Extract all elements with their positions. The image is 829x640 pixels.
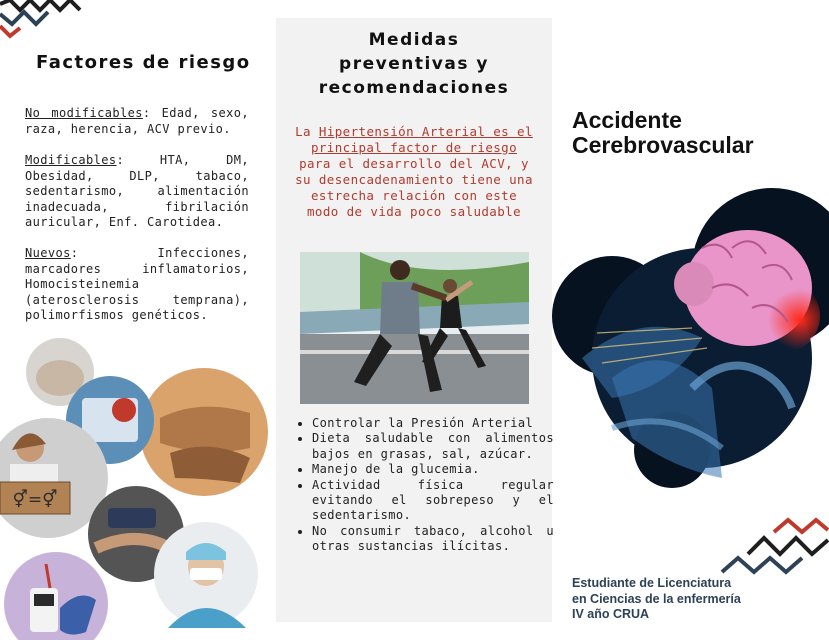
middle-panel — [276, 18, 552, 622]
highlight-suffix: para el desarrollo del ACV, y su desencadenamiento tiene una estrecha relación con este modo de vida poco saludable — [295, 156, 533, 219]
zigzag-decoration-top-left — [0, 0, 90, 42]
zigzag-decoration-bottom-right — [720, 514, 829, 578]
title-line: recomendaciones — [318, 78, 510, 98]
brain-illustration — [552, 188, 829, 488]
title-line: Cerebrovascular — [572, 132, 754, 158]
title-line: Accidente — [572, 107, 682, 133]
credit-line: en Ciencias de la enfermería — [572, 591, 741, 606]
list-item: • Dieta saludable con alimentos bajos en grasas, sal, azúcar. — [312, 431, 554, 462]
list-item: • Actividad física regular evitando el sobrepeso y el sedentarismo. — [312, 478, 554, 524]
prevention-title — [276, 28, 552, 100]
section-label: Modificables — [25, 153, 117, 167]
credit-line: IV año CRUA — [572, 607, 650, 621]
section-label: No modificables — [25, 106, 143, 120]
stroke-title — [572, 108, 754, 158]
list-item: • Manejo de la glucemia. — [312, 462, 554, 477]
modifiable-factors — [25, 153, 249, 231]
section-text: : HTA, DM, Obesidad, DLP, tabaco, sedentarismo, alimentación inadecuada, fibrilación auricular, Enf. Carotidea. — [25, 153, 249, 230]
exercise-photo — [300, 252, 529, 404]
section-text: : Infecciones, marcadores inflamatorios, Homocisteinemia (aterosclerosis temprana), polimorfismos genéticos. — [25, 246, 249, 323]
non-modifiable-factors — [25, 106, 249, 137]
student-credit — [572, 576, 741, 623]
risk-factors-title: Factores de riesgo — [36, 52, 251, 73]
section-text: : Edad, sexo, raza, herencia, ACV previo. — [25, 106, 249, 136]
left-panel — [0, 0, 270, 640]
gender-sign-text: ⚥=⚥ — [12, 490, 58, 510]
title-line: preventivas y — [339, 54, 489, 74]
prevention-list — [296, 416, 554, 555]
list-item: • No consumir tabaco, alcohol u otras sustancias ilícitas. — [312, 524, 554, 555]
risk-factors-photo-collage — [0, 338, 270, 640]
highlight-underlined: Hipertensión Arterial es el principal factor de riesgo — [310, 124, 533, 155]
right-panel — [552, 0, 829, 640]
title-line: Medidas — [368, 30, 460, 50]
new-factors — [25, 246, 249, 324]
list-item: • Controlar la Presión Arterial — [312, 416, 554, 431]
highlight-prefix: La — [295, 124, 319, 139]
credit-line: Estudiante de Licenciatura — [572, 576, 732, 590]
section-label: Nuevos — [25, 246, 71, 260]
hypertension-highlight — [294, 124, 534, 220]
